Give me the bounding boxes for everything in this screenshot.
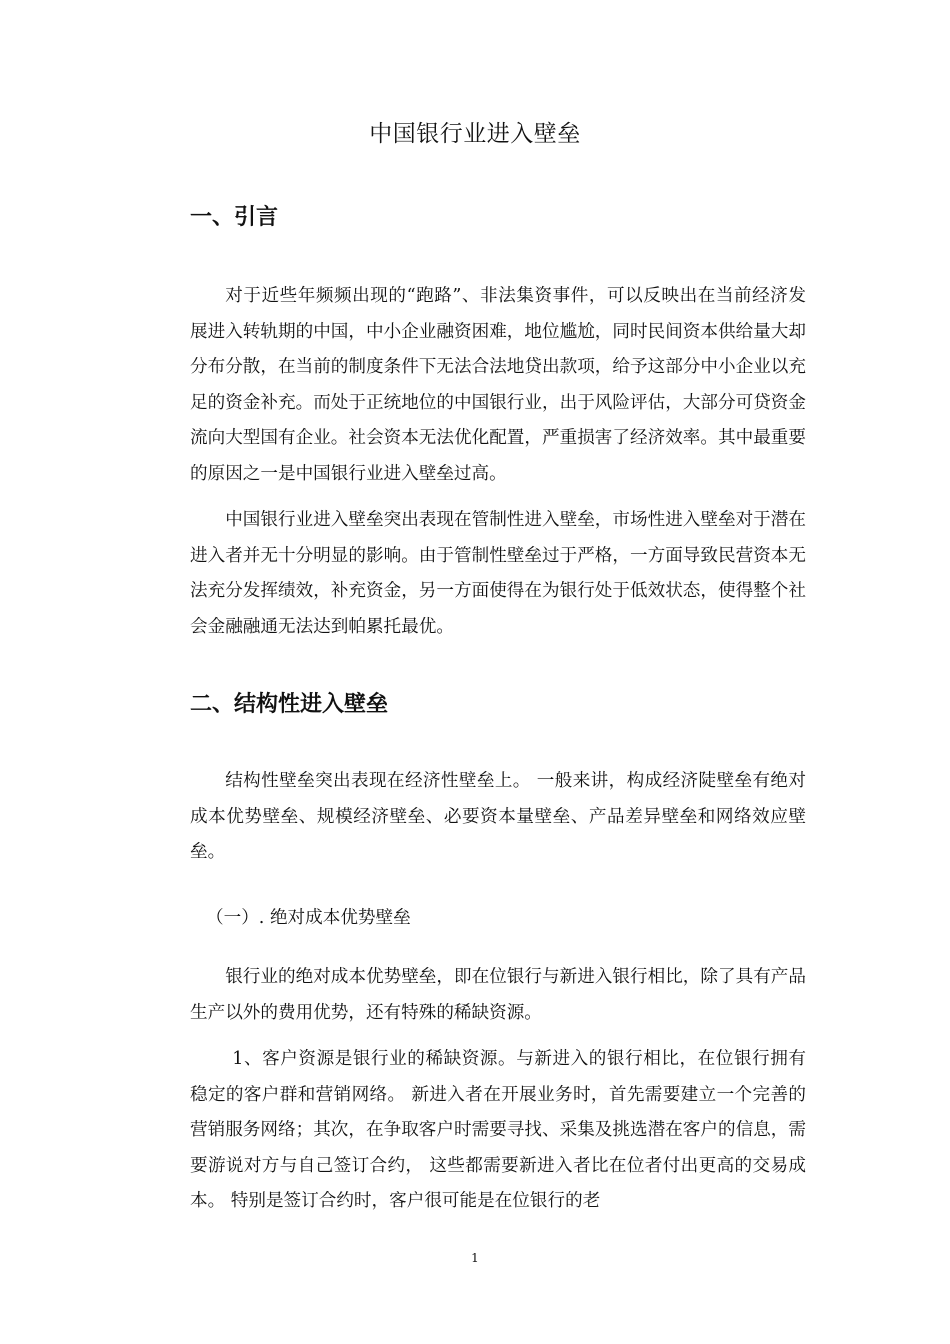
paragraph: 中国银行业进入壁垒突出表现在管制性进入壁垒，市场性进入壁垒对于潜在进入者并无十分明显的影响。由于管制性壁垒过于严格，一方面导致民营资本无法充分发挥绩效，补充资金，另一方面使得在为银行处于低效状态，使得整个社会金融融通无法达到帕累托最优。: [190, 510, 806, 637]
paragraph: 银行业的绝对成本优势壁垒，即在位银行与新进入银行相比，除了具有产品生产以外的费用优势，还有特殊的稀缺资源。: [190, 967, 806, 1023]
page-number: 1: [471, 1251, 479, 1265]
section-heading-introduction: 一、引言: [190, 205, 279, 230]
paragraph: 对于近些年频频出现的“跑路”、非法集资事件，可以反映出在当前经济发展进入转轨期的中国，中小企业融资困难，地位尴尬，同时民间资本供给量大却分布分散，在当前的制度条件下无法合法地贷出款项，给予这部分中小企业以充足的资金补充。而处于正统地位的中国银行业，出于风险评估，大部分可贷资金流向大型国有企业。社会资本无法优化配置，严重损害了经济效率。其中最重要的原因之一是中国银行业进入壁垒过高。: [190, 286, 806, 484]
paragraph: 1、客户资源是银行业的稀缺资源。与新进入的银行相比，在位银行拥有稳定的客户群和营销网络。 新进入者在开展业务时，首先需要建立一个完善的营销服务网络；其次，在争取客户时需要寻找、采集及挑选潜在客户的信息，需要游说对方与自己签订合约， 这些都需要新进入者比在位者付出更高的交易成本。 特别是签订合约时，客户很可能是在位银行的老: [190, 1049, 806, 1212]
subsection-heading-absolute-cost: （一）. 绝对成本优势壁垒: [206, 908, 411, 928]
document-title: 中国银行业进入壁垒: [369, 121, 581, 147]
section-heading-structural-barriers: 二、结构性进入壁垒: [190, 692, 389, 717]
paragraph: 结构性壁垒突出表现在经济性壁垒上。 一般来讲，构成经济陡壁垒有绝对成本优势壁垒、规模经济壁垒、必要资本量壁垒、产品差异壁垒和网络效应壁垒。: [190, 771, 806, 863]
